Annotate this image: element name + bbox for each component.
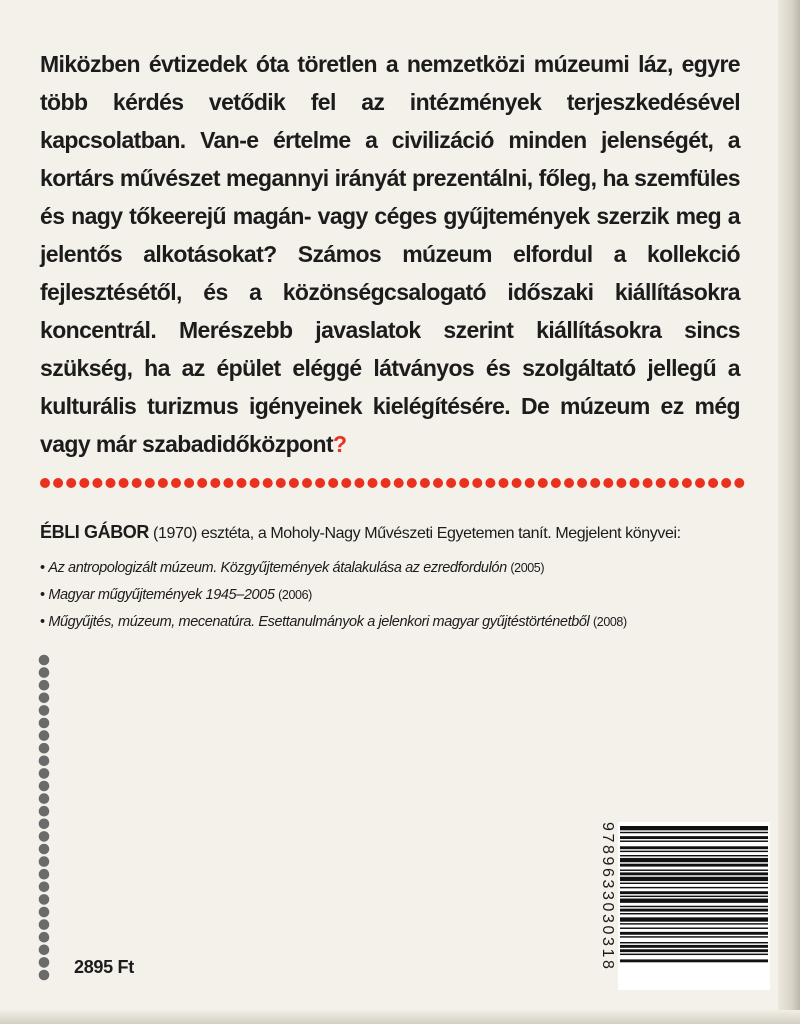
book-year: (2005): [510, 561, 545, 575]
grey-dot: [39, 844, 50, 855]
red-dot: [734, 478, 744, 488]
barcode-bar: [620, 936, 768, 937]
grey-dot: [39, 655, 50, 666]
red-dot: [132, 478, 142, 488]
red-dot: [106, 478, 116, 488]
isbn-digits: 9789633030318: [599, 822, 616, 972]
list-item: [40, 582, 740, 609]
barcode-bar: [620, 877, 768, 881]
barcode-bar: [620, 945, 768, 948]
red-dot: [630, 478, 640, 488]
red-dot: [250, 478, 260, 488]
grey-dot: [39, 831, 50, 842]
isbn-number: [598, 822, 616, 990]
grey-dot: [39, 907, 50, 918]
grey-dot: [39, 919, 50, 930]
grey-dot: [39, 718, 50, 729]
red-dot: [197, 478, 207, 488]
red-dot: [145, 478, 155, 488]
blurb-question-mark: ?: [333, 431, 347, 457]
red-dot: [590, 478, 600, 488]
red-dot: [302, 478, 312, 488]
red-dot: [721, 478, 731, 488]
barcode-bar: [620, 942, 768, 943]
red-dot: [237, 478, 247, 488]
red-dot: [485, 478, 495, 488]
red-dot: [119, 478, 129, 488]
price-label: 2895 Ft: [74, 957, 134, 977]
red-dot: [394, 478, 404, 488]
grey-dot: [39, 957, 50, 968]
red-dot: [381, 478, 391, 488]
book-title: Magyar műgyűjtemények 1945–2005: [48, 587, 275, 603]
red-dot: [328, 478, 338, 488]
red-dot: [407, 478, 417, 488]
red-dot: [603, 478, 613, 488]
author-bio: (1970) esztéta, a Moholy-Nagy Művészeti Egyetemen tanít. Megjelent könyvei:: [149, 525, 681, 542]
barcode-bar: [620, 909, 768, 912]
book-title: Az antropologizált múzeum. Közgyűjtemények átalakulása az ezredfordulón: [48, 560, 507, 576]
grey-dot: [39, 869, 50, 880]
red-dot: [184, 478, 194, 488]
barcode-bar: [620, 832, 768, 833]
barcode-bar: [620, 949, 768, 952]
barcode-bar: [620, 855, 768, 856]
red-dot: [695, 478, 705, 488]
red-dot: [538, 478, 548, 488]
book-year: (2008): [593, 615, 627, 629]
barcode-bar: [620, 923, 768, 924]
grey-dot: [39, 743, 50, 754]
red-dot: [223, 478, 233, 488]
book-title: Műgyűjtés, múzeum, mecenatúra. Esettanulmányok a jelenkori magyar gyűjtéstörténetből: [48, 614, 590, 630]
red-dot: [40, 478, 50, 488]
book-edge-bottom: [0, 1010, 800, 1024]
barcode-bar: [620, 913, 768, 914]
red-dot: [79, 478, 89, 488]
author-line: [40, 520, 740, 546]
red-dot: [433, 478, 443, 488]
blurb-text: Miközben évtizedek óta töretlen a nemzetközi múzeumi láz, egyre több kérdés vetődik fel az intézmények terjeszkedésével kapcsolatban. Van-e értelme a civilizáció minden jelenségét, a kortárs művészet megannyi irányát prezentálni, főleg, ha szemfüles és nagy tőkeerejű magán- vagy céges gyűjtemények szerzik meg a jelentős alkotásokat? Számos múzeum elfordul a kollekció fejlesztésétől, és a közönségcsalogató időszaki kiállításokra koncentrál. Merészebb javaslatok szerint kiállításokra sincs szükség, ha az épület eléggé látványos és szolgáltató jellegű a kulturális turizmus igényeinek kielégítésére. De múzeum ez még vagy már szabadidőközpont: [40, 51, 740, 457]
red-dot: [354, 478, 364, 488]
red-dot: [171, 478, 181, 488]
barcode-bar: [620, 864, 768, 867]
book-edge-right: [778, 0, 800, 1024]
barcode-bar: [620, 954, 768, 955]
grey-dot: [39, 932, 50, 943]
grey-dot: [39, 667, 50, 678]
barcode-bar: [620, 891, 768, 894]
grey-dot: [39, 806, 50, 817]
barcode-bar: [620, 896, 768, 897]
grey-dot: [39, 856, 50, 867]
red-dot: [420, 478, 430, 488]
red-dot: [276, 478, 286, 488]
red-dot: [53, 478, 63, 488]
red-dot: [315, 478, 325, 488]
red-dot: [512, 478, 522, 488]
list-item: [40, 555, 740, 582]
barcode-bar: [620, 899, 768, 903]
red-dot: [525, 478, 535, 488]
grey-dot-column: [36, 654, 52, 984]
grey-dot: [39, 756, 50, 767]
barcode-bar: [620, 872, 768, 875]
grey-dot: [39, 693, 50, 704]
red-dot-divider: [40, 476, 745, 490]
red-dot: [472, 478, 482, 488]
book-list: [40, 555, 740, 636]
red-dot: [289, 478, 299, 488]
barcode-bar: [620, 887, 768, 888]
barcode-bar: [620, 959, 768, 962]
red-dot: [341, 478, 351, 488]
red-dot: [564, 478, 574, 488]
barcode-bar: [620, 870, 768, 871]
barcode-bar: [620, 846, 768, 849]
barcode-bar: [620, 928, 768, 929]
red-dot: [66, 478, 76, 488]
red-dot: [616, 478, 626, 488]
barcode-bar: [620, 906, 768, 907]
grey-dot: [39, 705, 50, 716]
red-dot: [656, 478, 666, 488]
list-item: [40, 609, 740, 636]
red-dot: [158, 478, 168, 488]
red-dot: [551, 478, 561, 488]
blurb-paragraph: [40, 45, 740, 463]
red-dot: [459, 478, 469, 488]
grey-dot: [39, 882, 50, 893]
red-dot: [210, 478, 220, 488]
barcode-bar: [620, 917, 768, 921]
barcode-bar: [620, 932, 768, 935]
grey-dot: [39, 970, 50, 981]
red-dot: [669, 478, 679, 488]
red-dot: [368, 478, 378, 488]
red-dot: [577, 478, 587, 488]
barcode-bar: [620, 883, 768, 884]
grey-dot: [39, 945, 50, 956]
red-dot: [499, 478, 509, 488]
red-dot: [446, 478, 456, 488]
red-dot: [708, 478, 718, 488]
grey-dot: [39, 819, 50, 830]
barcode-image: [618, 822, 770, 990]
grey-dot: [39, 894, 50, 905]
grey-dot: [39, 680, 50, 691]
barcode-bar: [620, 836, 768, 839]
barcode-bar: [620, 841, 768, 842]
author-name: ÉBLI GÁBOR: [40, 522, 150, 542]
barcode-bar: [620, 826, 768, 830]
red-dot: [92, 478, 102, 488]
red-dot: [643, 478, 653, 488]
red-dot: [263, 478, 273, 488]
barcode-bar: [620, 851, 768, 852]
red-dot: [682, 478, 692, 488]
grey-dot: [39, 768, 50, 779]
grey-dot: [39, 793, 50, 804]
barcode-bar: [620, 858, 768, 862]
grey-dot: [39, 781, 50, 792]
book-year: (2006): [278, 588, 312, 602]
grey-dot: [39, 730, 50, 741]
